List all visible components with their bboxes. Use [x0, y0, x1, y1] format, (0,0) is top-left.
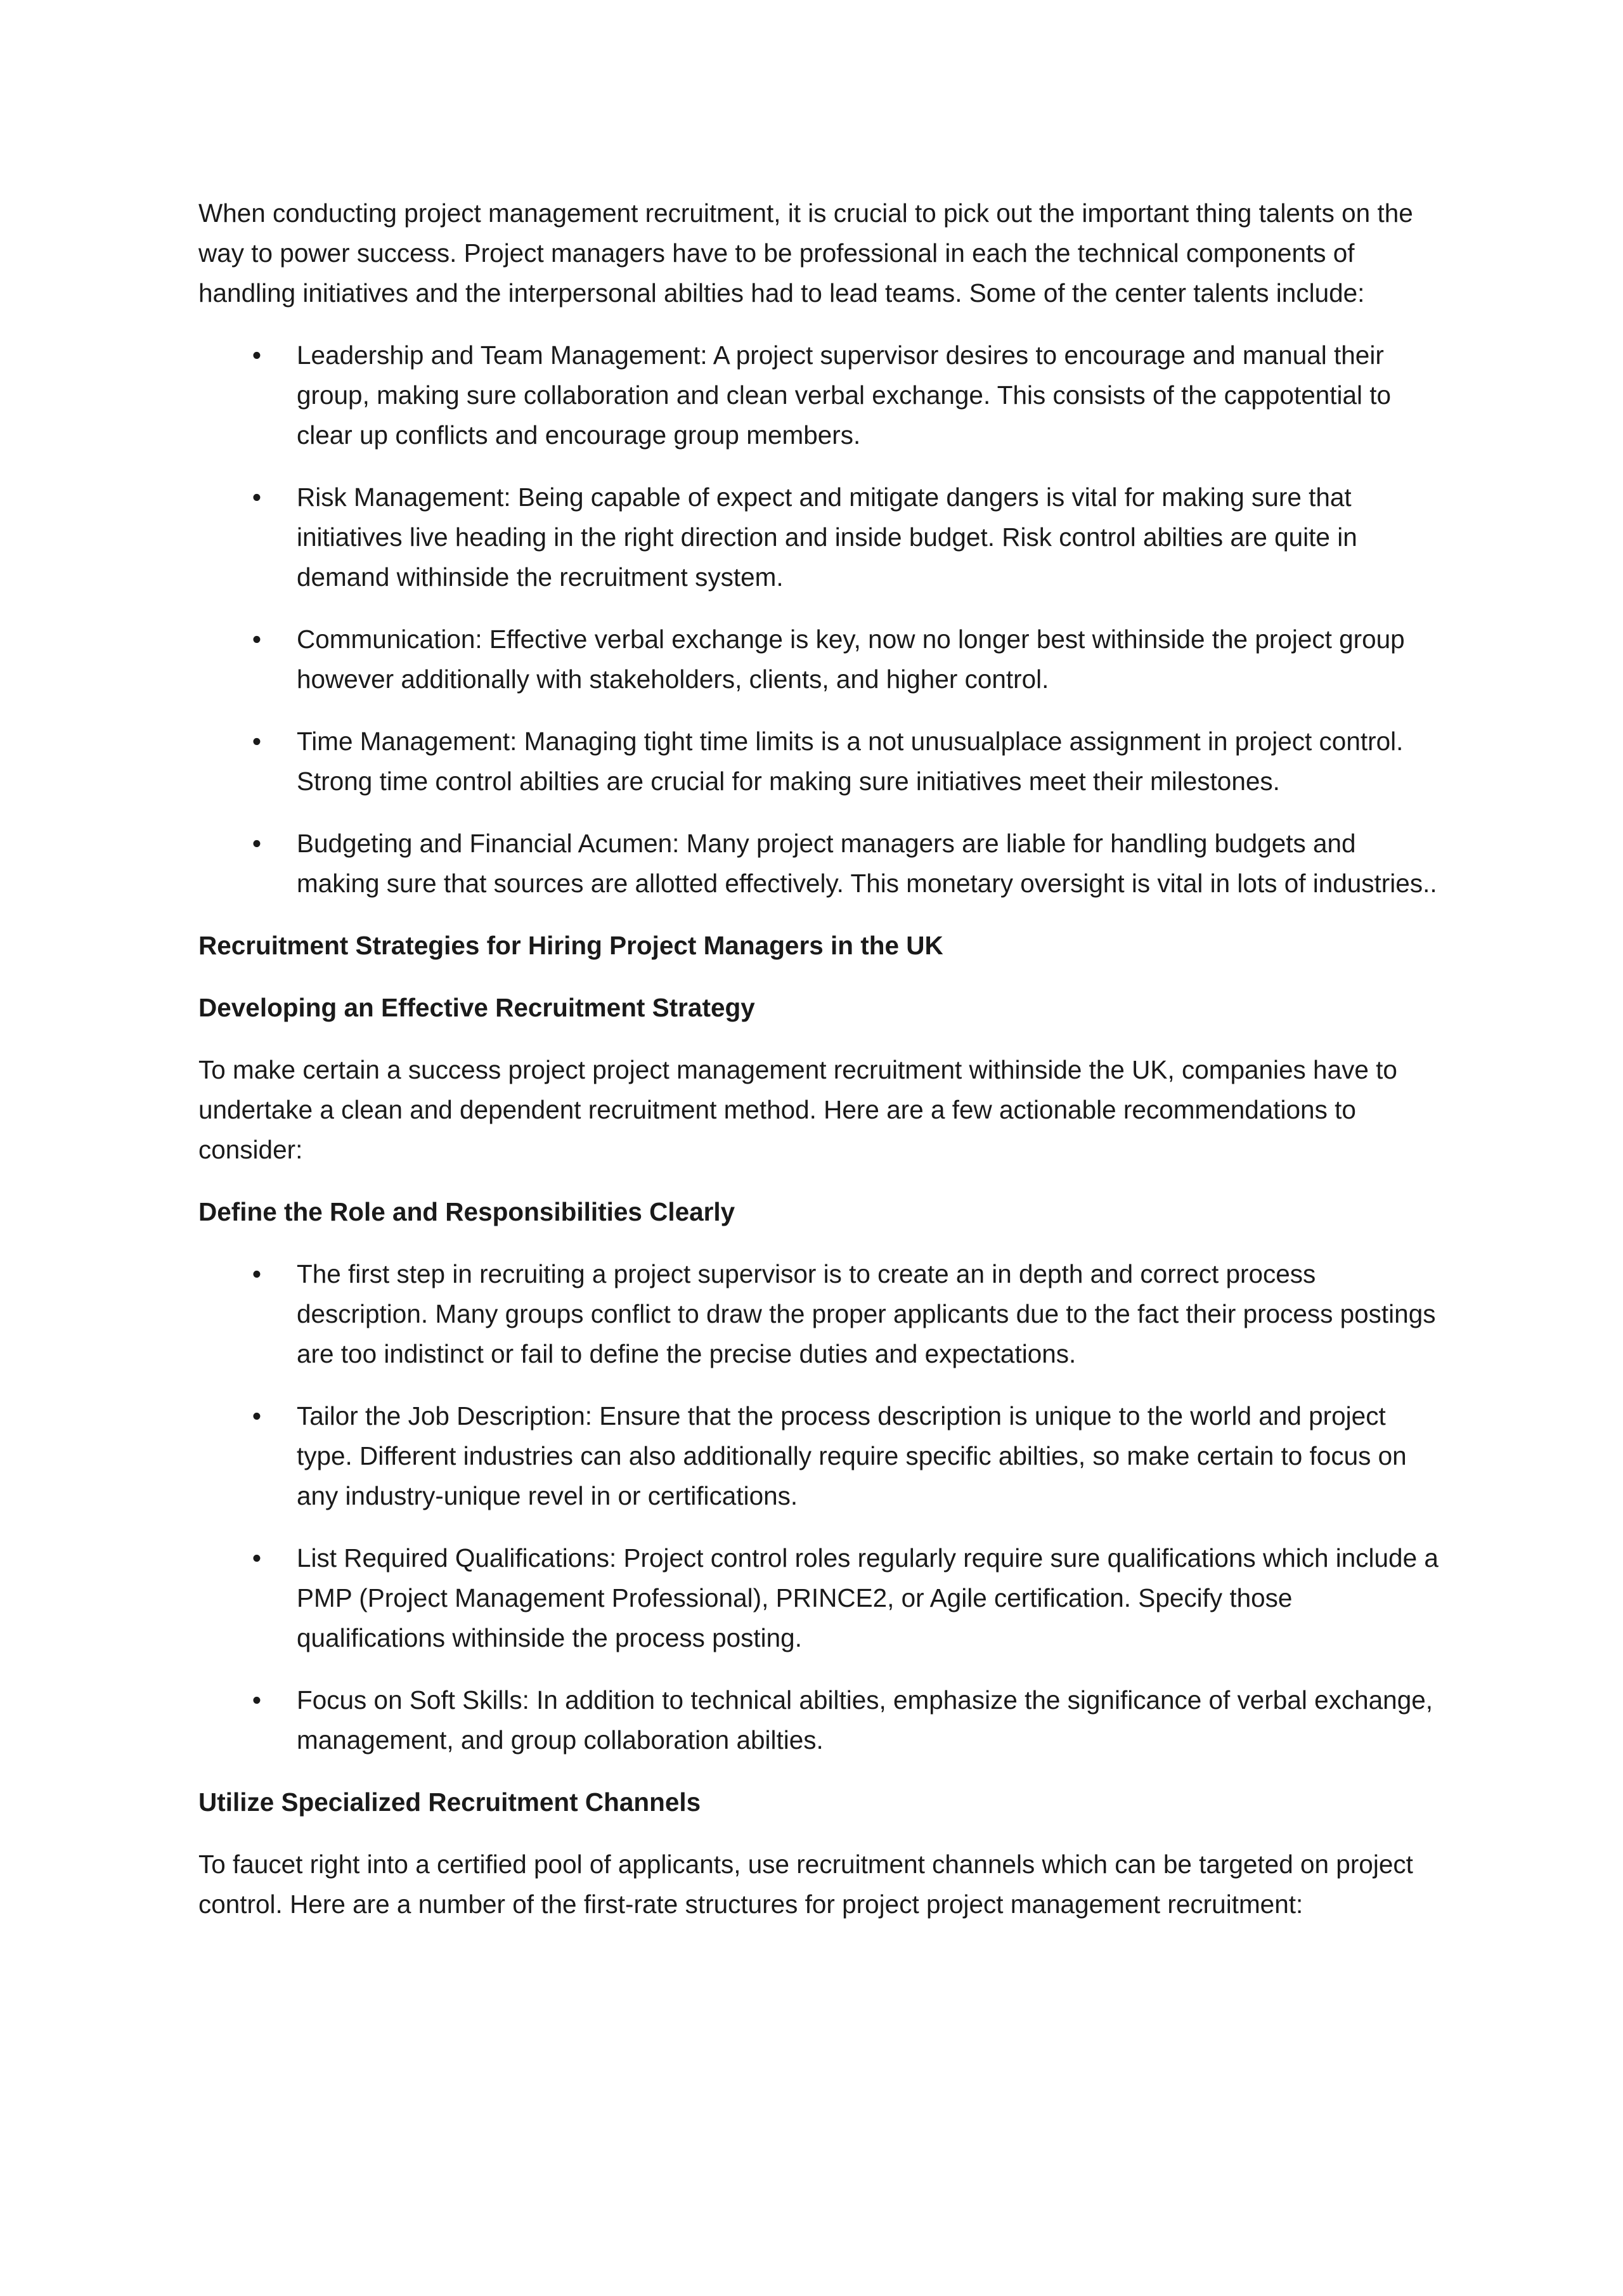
list-item-text: Time Management: Managing tight time limits is a not unusualplace assignment in project control. Strong time control abilties are crucial for making sure initiatives meet their milestones.: [297, 727, 1404, 796]
bullet-icon: •: [252, 1685, 262, 1715]
list-item-text: The first step in recruiting a project supervisor is to create an in depth and correct process description. Many groups conflict to draw the proper applicants due to the fact their process postings are too indistinct or fail to define the precise duties and expectations.: [297, 1259, 1436, 1368]
list-item: [198, 824, 1441, 904]
list-item-text: Communication: Effective verbal exchange is key, now no longer best withinside the project group however additionally with stakeholders, clients, and higher control.: [297, 625, 1405, 694]
bullet-icon: •: [252, 341, 262, 370]
list-item: [198, 1680, 1441, 1760]
bullet-icon: •: [252, 727, 262, 756]
bullet-icon: •: [252, 625, 262, 654]
document-page: [198, 193, 1441, 1947]
intro-paragraph: When conducting project management recruitment, it is crucial to pick out the important thing talents on the way to power success. Project managers have to be professional in each the technical components of handling initiatives and the interpersonal abilties had to lead teams. Some of the center talents include:: [198, 198, 1413, 308]
list-item: [198, 722, 1441, 801]
bullet-icon: •: [252, 1259, 262, 1288]
list-item: [198, 477, 1441, 597]
heading-recruitment-strategies: Recruitment Strategies for Hiring Project Managers in the UK: [198, 931, 943, 960]
heading-effective-strategy: Developing an Effective Recruitment Strategy: [198, 993, 755, 1022]
bullet-icon: •: [252, 1543, 262, 1573]
define-role-list: [198, 1254, 1441, 1760]
list-item-text: Risk Management: Being capable of expect and mitigate dangers is vital for making sure that initiatives live heading in the right direction and inside budget. Risk control abilties are quite in demand withinside the recruitment system.: [297, 483, 1357, 592]
list-item-text: Tailor the Job Description: Ensure that the process description is unique to the world and project type. Different industries can also additionally require specific abilties, so make certain to focus on any industry-unique revel in or certifications.: [297, 1401, 1407, 1510]
list-item: [198, 1396, 1441, 1516]
heading-define-role: Define the Role and Responsibilities Clearly: [198, 1197, 735, 1226]
list-item-text: Budgeting and Financial Acumen: Many project managers are liable for handling budgets and making sure that sources are allotted effectively. This monetary oversight is vital in lots of industries..: [297, 829, 1437, 898]
list-item: [198, 1254, 1441, 1374]
list-item: [198, 1538, 1441, 1658]
strategy-intro-paragraph: To make certain a success project project management recruitment withinside the UK, companies have to undertake a clean and dependent recruitment method. Here are a few actionable recommendations to consider:: [198, 1055, 1397, 1164]
list-item: [198, 619, 1441, 699]
bullet-icon: •: [252, 829, 262, 858]
list-item: [198, 335, 1441, 455]
list-item-text: Focus on Soft Skills: In addition to technical abilties, emphasize the significance of verbal exchange, management, and group collaboration abilties.: [297, 1685, 1433, 1754]
bullet-icon: •: [252, 483, 262, 512]
channels-intro-paragraph: To faucet right into a certified pool of applicants, use recruitment channels which can be targeted on project control. Here are a number of the first-rate structures for project project management recruitment:: [198, 1850, 1413, 1919]
heading-specialized-channels: Utilize Specialized Recruitment Channels: [198, 1787, 701, 1817]
list-item-text: Leadership and Team Management: A project supervisor desires to encourage and manual their group, making sure collaboration and clean verbal exchange. This consists of the cappotential to clear up conflicts and encourage group members.: [297, 341, 1392, 450]
list-item-text: List Required Qualifications: Project control roles regularly require sure qualifications which include a PMP (Project Management Professional), PRINCE2, or Agile certification. Specify those qualifications withinside the process posting.: [297, 1543, 1439, 1652]
skills-list: [198, 335, 1441, 904]
bullet-icon: •: [252, 1401, 262, 1430]
